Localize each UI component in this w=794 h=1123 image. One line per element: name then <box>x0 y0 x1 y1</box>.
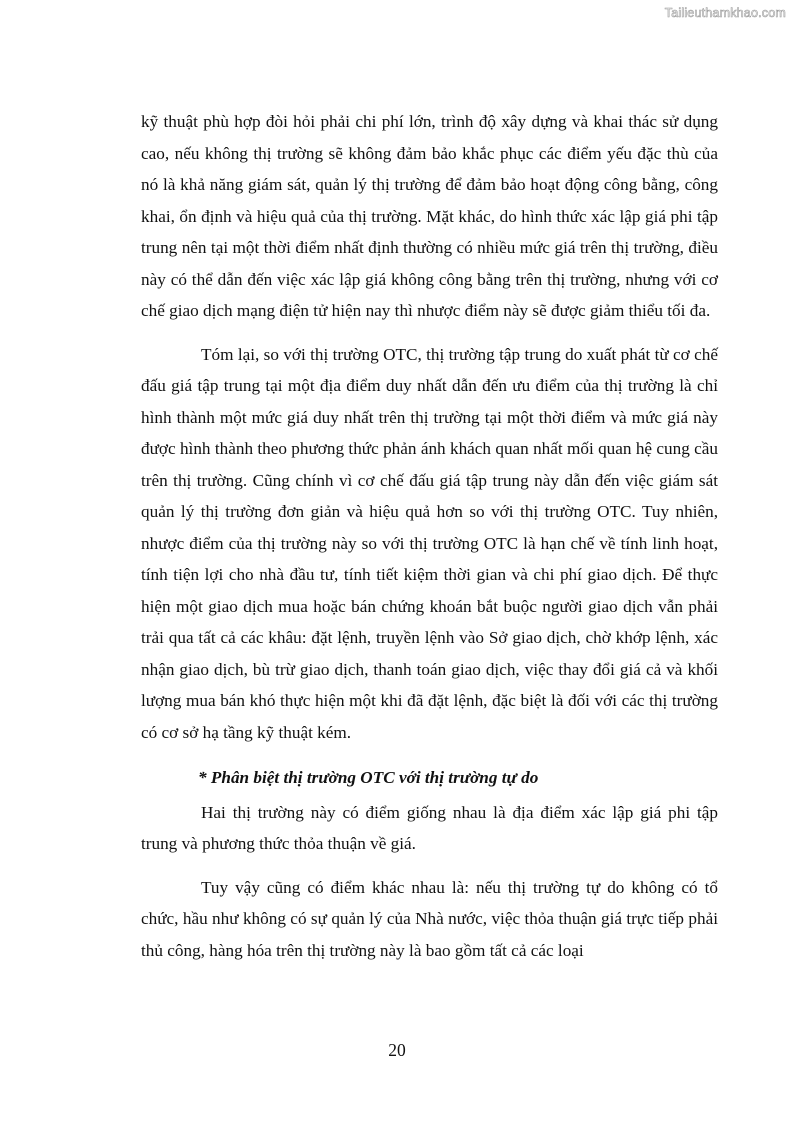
paragraph-continued: kỹ thuật phù hợp đòi hỏi phải chi phí lớn, trình độ xây dựng và khai thác sử dụng cao, nếu không thị trường sẽ không đảm bảo khắc phục các điểm yếu đặc thù của nó là khả năng giám sát, quản lý thị trường để đảm bảo hoạt động công bằng, công khai, ổn định và hiệu quả của thị trường. Mặt khác, do hình thức xác lập giá phi tập trung nên tại một thời điểm nhất định thường có nhiều mức giá trên thị trường, điều này có thể dẫn đến việc xác lập giá không công bằng trên thị trường, nhưng với cơ chế giao dịch mạng điện tử hiện nay thì nhược điểm này sẽ được giảm thiểu tối đa. <box>141 112 718 320</box>
page-number: 20 <box>388 1040 406 1060</box>
paragraph-difference: Tuy vậy cũng có điểm khác nhau là: nếu thị trường tự do không có tổ chức, hầu như không có sự quản lý của Nhà nước, việc thỏa thuận giá trực tiếp phải thủ công, hàng hóa trên thị trường này là bao gồm tất cả các loại <box>141 877 718 960</box>
document-body <box>141 106 718 966</box>
paragraph-similarity: Hai thị trường này có điểm giống nhau là địa điểm xác lập giá phi tập trung và phương thức thỏa thuận về giá. <box>141 802 718 853</box>
watermark: Tailieuthamkhao.com <box>664 6 786 20</box>
paragraph-summary: Tóm lại, so với thị trường OTC, thị trường tập trung do xuất phát từ cơ chế đấu giá tập trung tại một địa điểm duy nhất dẫn đến ưu điểm của thị trường là chỉ hình thành một mức giá duy nhất trên thị trường tại một thời điểm và mức giá này được hình thành theo phương thức phản ánh khách quan nhất mối quan hệ cung cầu trên thị trường. Cũng chính vì cơ chế đấu giá tập trung này dẫn đến việc giám sát quản lý thị trường đơn giản và hiệu quả hơn so với thị trường OTC. Tuy nhiên, nhược điểm của thị trường này so với thị trường OTC là hạn chế về tính linh hoạt, tính tiện lợi cho nhà đầu tư, tính tiết kiệm thời gian và chi phí giao dịch. Để thực hiện một giao dịch mua hoặc bán chứng khoán bắt buộc người giao dịch vẫn phải trải qua tất cả các khâu: đặt lệnh, truyền lệnh vào Sở giao dịch, chờ khớp lệnh, xác nhận giao dịch, bù trừ giao dịch, thanh toán giao dịch, việc thay đổi giá cả và khối lượng mua bán khó thực hiện một khi đã đặt lệnh, đặc biệt là đối với các thị trường có cơ sở hạ tầng kỹ thuật kém. <box>141 344 718 742</box>
section-heading: * Phân biệt thị trường OTC với thị trường tự do <box>198 768 539 787</box>
